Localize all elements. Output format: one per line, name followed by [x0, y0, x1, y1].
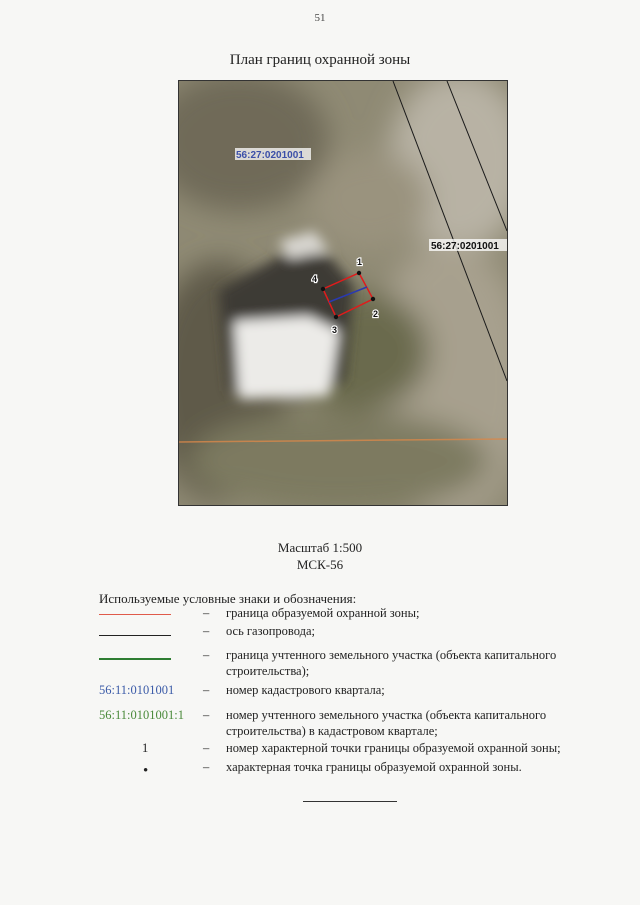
point-label-4: 4 [312, 274, 318, 284]
legend-dash: – [203, 606, 210, 620]
boundary-point-1 [357, 271, 361, 275]
green-line-symbol [99, 658, 171, 660]
legend-dash: – [203, 708, 210, 722]
block-label-left: 56:27:0201001 [236, 150, 304, 161]
block-label-right: 56:27:0201001 [431, 241, 499, 252]
cadastral-block-symbol: 56:11:0101001 [99, 683, 175, 697]
legend-desc: характерная точка границы образуемой охранной зоны. [226, 760, 522, 774]
map-frame [178, 80, 508, 506]
scale-block [0, 539, 640, 573]
boundary-point-3 [334, 315, 338, 319]
black-line-symbol [99, 635, 171, 636]
legend-dash: – [203, 648, 210, 662]
boundary-point-4 [321, 287, 325, 291]
legend-desc: номер учтенного земельного участка (объекта капитального строительства) в кадастровом квартале; [226, 708, 547, 738]
coordinate-system: МСК-56 [296, 557, 344, 572]
point-label-3: 3 [332, 325, 338, 335]
legend-desc: номер кадастрового квартала; [226, 683, 385, 697]
red-line-symbol [99, 614, 171, 615]
point-label-1: 1 [357, 257, 363, 267]
legend-dash: – [203, 624, 210, 638]
point-marker-symbol: • [143, 763, 149, 779]
point-label-2: 2 [373, 309, 379, 319]
legend-dash: – [203, 683, 210, 697]
page-number: 51 [314, 12, 326, 24]
page-title: План границ охранной зоны [229, 52, 411, 68]
legend-dash: – [203, 760, 210, 774]
boundary-point-2 [371, 297, 375, 301]
legend-dash: – [203, 741, 210, 755]
point-number-symbol: 1 [142, 741, 149, 755]
legend-heading: Используемые условные знаки и обозначения: [99, 591, 357, 606]
legend-desc: ось газопровода; [226, 624, 316, 638]
legend-desc: граница учтенного земельного участка (объекта капитального строительства); [226, 648, 557, 678]
legend-desc: номер характерной точки границы образуемой охранной зоны; [226, 741, 561, 755]
legend-desc: граница образуемой охранной зоны; [226, 606, 420, 620]
satellite-map [179, 81, 507, 505]
map-scale: Масштаб 1:500 [277, 540, 363, 555]
parcel-number-symbol: 56:11:0101001:1 [99, 708, 184, 722]
signature-line [303, 801, 397, 802]
